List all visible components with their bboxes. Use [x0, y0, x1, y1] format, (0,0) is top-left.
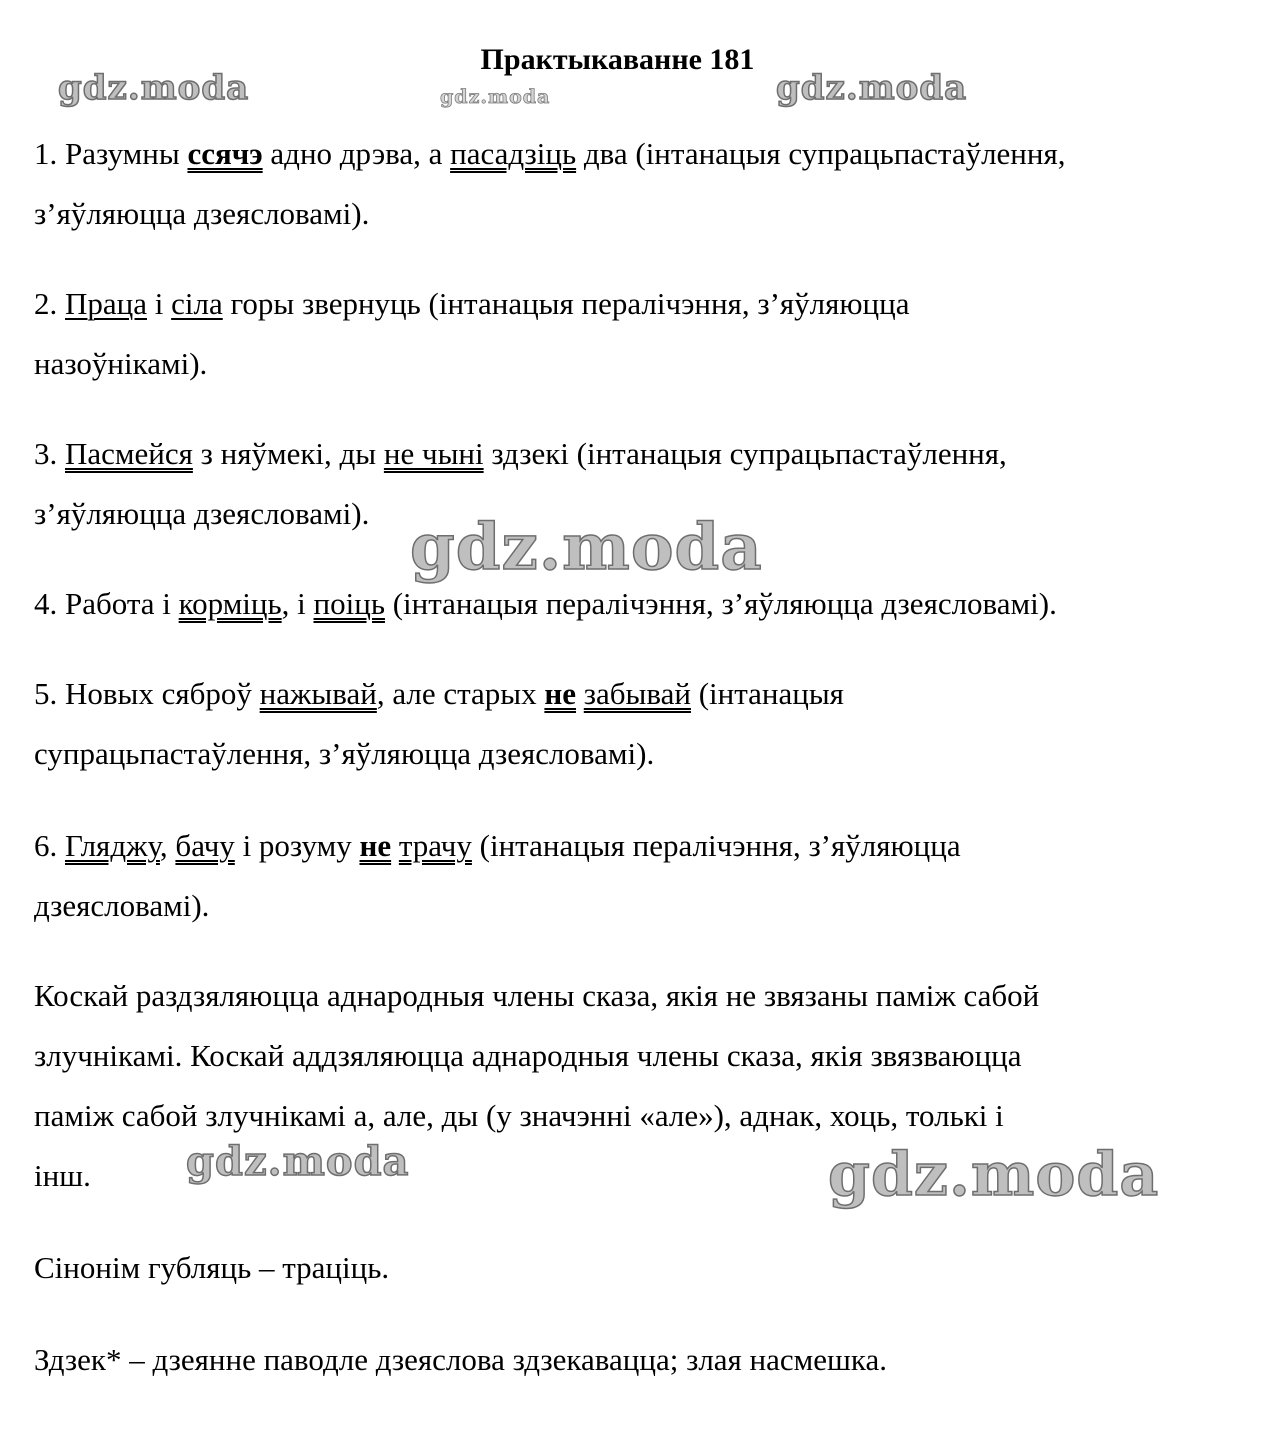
- predicate: ссячэ: [187, 136, 263, 171]
- item-number: 6.: [34, 828, 58, 863]
- watermark: gdz.moda: [410, 510, 763, 585]
- predicate: Пасмейся: [65, 436, 193, 471]
- predicate: корміць: [178, 586, 282, 621]
- predicate-negation: не: [544, 676, 577, 711]
- sentence-2-line-2: назоўнікамі).: [34, 346, 208, 381]
- sentence-2-line-1: 2. Праца і сіла горы звернуць (інтанацыя пералічэння, з’яўляюцца: [34, 286, 910, 321]
- predicate: трачу: [398, 828, 472, 863]
- sentence-3-line-1: 3. Пасмейся з няўмекі, ды не чыні здзекі (інтанацыя супрацьпастаўлення,: [34, 436, 1007, 471]
- item-number: 3.: [34, 436, 58, 471]
- predicate: Гляджу: [65, 828, 160, 863]
- rule-line-2: злучнікамі. Коскай аддзяляюцца аднародныя члены сказа, якія звязваюцца: [34, 1038, 1022, 1073]
- rule-line-1: Коскай раздзяляюцца аднародныя члены сказа, якія не звязаны паміж сабой: [34, 978, 1040, 1013]
- predicate: не чыні: [383, 436, 484, 471]
- rule-line-4: інш.: [34, 1158, 91, 1193]
- sentence-1-line-2: з’яўляюцца дзеясловамі).: [34, 196, 370, 231]
- rule-line-3: паміж сабой злучнікамі а, але, ды (у значэнні «але»), аднак, хоць, толькі і: [34, 1098, 1004, 1133]
- watermark: gdz.moda: [58, 68, 250, 108]
- subject: сіла: [171, 286, 223, 321]
- sentence-5-line-2: супрацьпастаўлення, з’яўляюцца дзеясловамі).: [34, 736, 655, 771]
- sentence-1-line-1: 1. Разумны ссячэ адно дрэва, а пасадзіць два (інтанацыя супрацьпастаўлення,: [34, 136, 1066, 171]
- watermark: gdz.moda: [828, 1140, 1160, 1210]
- definition-note: Здзек* – дзеянне паводле дзеяслова здзекавацца; злая насмешка.: [34, 1342, 888, 1377]
- item-number: 1.: [34, 136, 58, 171]
- predicate: забывай: [583, 676, 691, 711]
- synonym-note: Сінонім губляць – траціць.: [34, 1250, 390, 1285]
- item-number: 5.: [34, 676, 58, 711]
- watermark: gdz.moda: [440, 86, 551, 108]
- predicate: нажывай: [259, 676, 377, 711]
- sentence-4-line-1: 4. Работа і корміць, і поіць (інтанацыя пералічэння, з’яўляюцца дзеясловамі).: [34, 586, 1057, 621]
- item-number: 2.: [34, 286, 58, 321]
- sentence-6-line-1: 6. Гляджу, бачу і розуму не трачу (інтанацыя пералічэння, з’яўляюцца: [34, 828, 961, 863]
- sentence-5-line-1: 5. Новых сяброў нажывай, але старых не забывай (інтанацыя: [34, 676, 844, 711]
- watermark: gdz.moda: [186, 1138, 410, 1185]
- sentence-6-line-2: дзеясловамі).: [34, 888, 210, 923]
- predicate: поіць: [313, 586, 385, 621]
- predicate: бачу: [175, 828, 235, 863]
- item-number: 4.: [34, 586, 58, 621]
- predicate: пасадзіць: [450, 136, 577, 171]
- page-title: Практыкаванне 181: [480, 43, 755, 76]
- watermark: gdz.moda: [776, 68, 968, 108]
- predicate-negation: не: [359, 828, 392, 863]
- sentence-3-line-2: з’яўляюцца дзеясловамі).: [34, 496, 370, 531]
- subject: Праца: [65, 286, 147, 321]
